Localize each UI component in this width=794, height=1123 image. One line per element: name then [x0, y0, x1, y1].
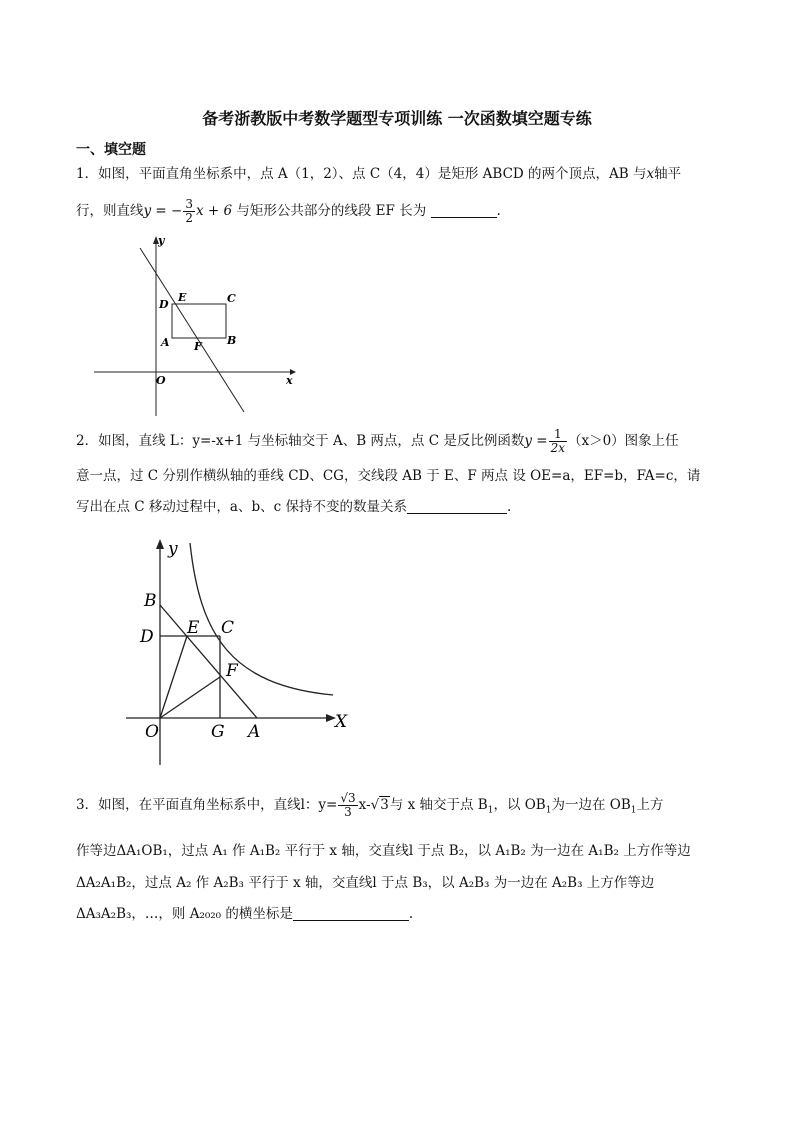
q1-label-C: C: [227, 292, 236, 305]
q2-line-2: 意一点，过 C 分别作横纵轴的垂线 CD、CG，交线段 AB 于 E、F 两点 设 OE=a，EF=b，FA=c，请: [76, 468, 701, 484]
q2-fraction: $\frac{1}{2x}$: [550, 427, 565, 455]
q2-label-B: B: [144, 591, 157, 611]
q2-label-A: A: [248, 722, 261, 742]
q1-label-F: F: [194, 340, 202, 353]
q2-label-C: C: [221, 618, 235, 638]
q2-segment-OE: [160, 636, 187, 718]
section-heading: 一、填空题: [76, 142, 146, 158]
q2-label-E: E: [187, 618, 200, 638]
q2-label-O: O: [145, 722, 159, 742]
q1-rectangle: [172, 304, 226, 338]
q2-label-G: G: [211, 722, 225, 742]
q3-line-2: 作等边ΔA₁OB₁，过点 A₁ 作 A₁B₂ 平行于 x 轴，交直线l 于点 B₂，以 A₁B₂ 为一边在 A₁B₂ 上方作等边: [76, 843, 691, 859]
q1-label-x: x: [286, 374, 293, 387]
q2-label-X: X: [335, 712, 348, 732]
q3-answer-blank[interactable]: [293, 906, 409, 921]
q2-hyperbola: [190, 543, 333, 695]
q1-label-E: E: [178, 291, 187, 304]
q3-fraction: $\frac{√3}{3}$: [340, 791, 356, 819]
q1-label-D: D: [159, 298, 169, 311]
q1-label-y: y: [158, 234, 165, 247]
q3-line-1: 3．如图，在平面直角坐标系中，直线l：y= $\frac{√3}{3}$ x-√3与 x 轴交于点 $B_1$，以 $OB_1$为一边在 $OB_1$上方: [76, 791, 664, 819]
q1-line-2: 行，则直线y = − $\frac{3}{2}$ x + 6 与矩形公共部分的线段 EF 长为 .: [76, 197, 501, 225]
q2-label-D: D: [140, 627, 154, 647]
q1-answer-blank[interactable]: [431, 203, 497, 218]
q2-line-1: 2．如图，直线 L：y=-x+1 与坐标轴交于 A、B 两点，点 C 是反比例函数y = $\frac{1}{2x}$ （x＞0）图象上任: [76, 427, 679, 455]
q1-label-O: O: [156, 374, 166, 387]
q2-label-F: F: [226, 661, 238, 681]
q1-label-B: B: [227, 334, 237, 347]
page-title: 备考浙教版中考数学题型专项训练 一次函数填空题专练: [202, 109, 592, 128]
q1-line-1: 1．如图，平面直角坐标系中，点 A（1，2）、点 C（4，4）是矩形 ABCD 的两个顶点，AB 与x轴平: [76, 166, 682, 182]
q1-label-A: A: [161, 336, 170, 349]
q2-label-y: y: [168, 539, 178, 559]
q3-sqrt: √3: [370, 797, 389, 813]
q2-figure: [120, 535, 360, 770]
q3-line-4: ΔA₃A₂B₃，…，则 A₂₀₂₀ 的横坐标是 .: [76, 906, 414, 922]
q2-segment-OF: [160, 677, 220, 718]
q2-line-3: 写出在点 C 移动过程中，a、b、c 保持不变的数量关系 .: [76, 499, 512, 515]
q1-figure: [90, 232, 305, 422]
q3-line-3: ΔA₂A₁B₂，过点 A₂ 作 A₂B₃ 平行于 x 轴，交直线l 于点 B₃，以 A₂B₃ 为一边在 A₂B₃ 上方作等边: [76, 875, 655, 891]
q2-answer-blank[interactable]: [407, 499, 507, 514]
q1-fraction: $\frac{3}{2}$: [185, 197, 193, 225]
